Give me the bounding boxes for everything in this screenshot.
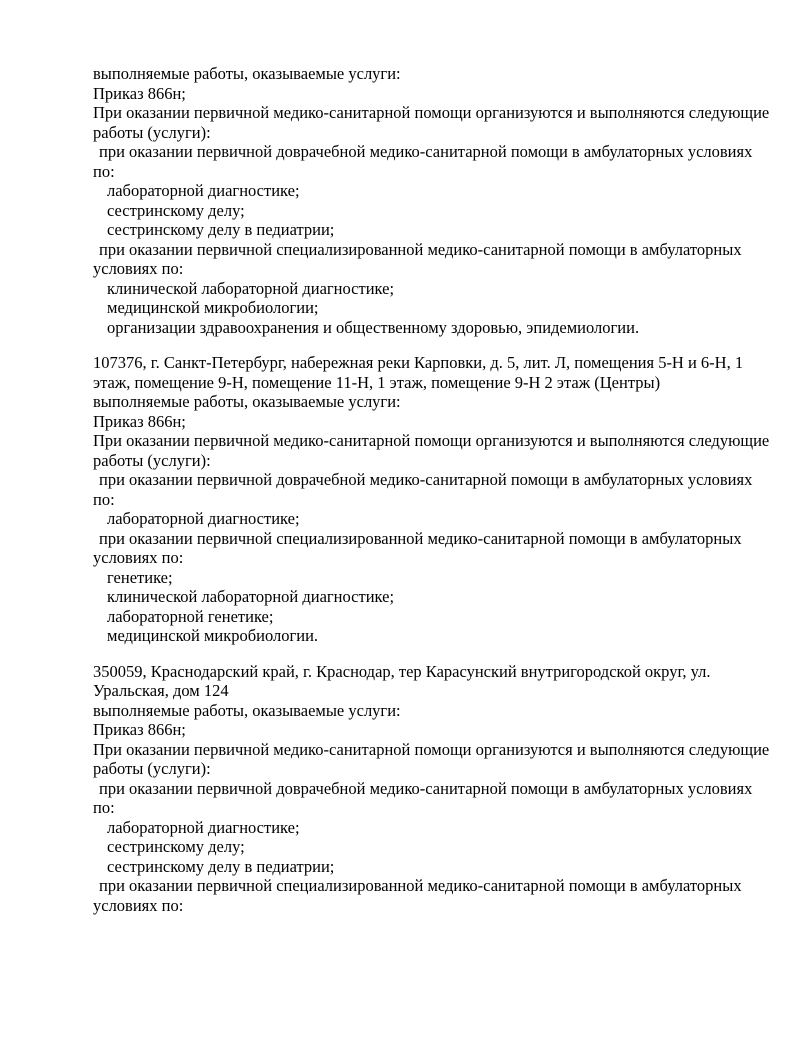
text-line: выполняемые работы, оказываемые услуги: (93, 64, 401, 83)
text-line: Приказ 866н; (93, 720, 186, 739)
text-line: сестринскому делу в педиатрии; (107, 856, 335, 876)
text-line: при оказании первичной доврачебной медико-санитарной помощи в амбулаторных условиях (99, 778, 753, 798)
text-line: медицинской микробиологии. (107, 626, 319, 645)
text-line: медицинской микробиологии; (107, 298, 319, 317)
text-line: при оказании первичной доврачебной медико-санитарной помощи в амбулаторных условиях (99, 142, 753, 161)
text-line: клинической лабораторной диагностике; (107, 587, 395, 606)
text-line: лабораторной диагностике; (107, 181, 300, 200)
text-line: по: (93, 161, 115, 181)
text-line: выполняемые работы, оказываемые услуги: (93, 700, 401, 720)
text-line: При оказании первичной медико-санитарной помощи организуются и выполняются следующие (93, 431, 770, 450)
text-line: работы (услуги): (93, 450, 211, 470)
text-line: работы (услуги): (93, 122, 211, 142)
document-section (93, 64, 770, 337)
text-line: 107376, г. Санкт-Петербург, набережная реки Карповки, д. 5, лит. Л, помещения 5-Н и 6-Н, 1 (93, 353, 744, 372)
text-line: Приказ 866н; (93, 83, 186, 103)
text-line: при оказании первичной специализированной медико-санитарной помощи в амбулаторных (99, 239, 742, 259)
text-line: Уральская, дом 124 (93, 681, 229, 700)
text-line: при оказании первичной специализированной медико-санитарной помощи в амбулаторных (99, 528, 742, 548)
text-line: при оказании первичной специализированной медико-санитарной помощи в амбулаторных (99, 876, 742, 895)
text-line: выполняемые работы, оказываемые услуги: (93, 392, 401, 411)
text-line: При оказании первичной медико-санитарной помощи организуются и выполняются следующие (93, 103, 770, 122)
text-line: организации здравоохранения и общественному здоровью, эпидемиологии. (107, 317, 640, 337)
text-line: условиях по: (93, 895, 184, 915)
document-section (93, 353, 770, 646)
text-line: сестринскому делу; (107, 200, 245, 220)
text-line: работы (услуги): (93, 759, 211, 778)
text-line: При оказании первичной медико-санитарной помощи организуются и выполняются следующие (93, 739, 770, 759)
text-line: Приказ 866н; (93, 411, 186, 431)
text-line: клинической лабораторной диагностике; (107, 278, 395, 298)
text-line: сестринскому делу в педиатрии; (107, 220, 335, 239)
text-line: по: (93, 489, 115, 509)
text-line: условиях по: (93, 548, 184, 567)
document-body (93, 64, 770, 915)
text-line: лабораторной диагностике; (107, 817, 300, 837)
text-line: этаж, помещение 9-Н, помещение 11-Н, 1 этаж, помещение 9-Н 2 этаж (Центры) (93, 372, 661, 392)
text-line: генетике; (107, 567, 173, 587)
document-section (93, 661, 770, 916)
text-line: сестринскому делу; (107, 837, 245, 856)
text-line: при оказании первичной доврачебной медико-санитарной помощи в амбулаторных условиях (99, 470, 753, 489)
text-line: лабораторной генетике; (107, 606, 274, 626)
text-line: условиях по: (93, 259, 184, 278)
text-line: по: (93, 798, 115, 817)
text-line: 350059, Краснодарский край, г. Краснодар, тер Карасунский внутригородской округ, ул. (93, 661, 711, 681)
text-line: лабораторной диагностике; (107, 509, 300, 528)
